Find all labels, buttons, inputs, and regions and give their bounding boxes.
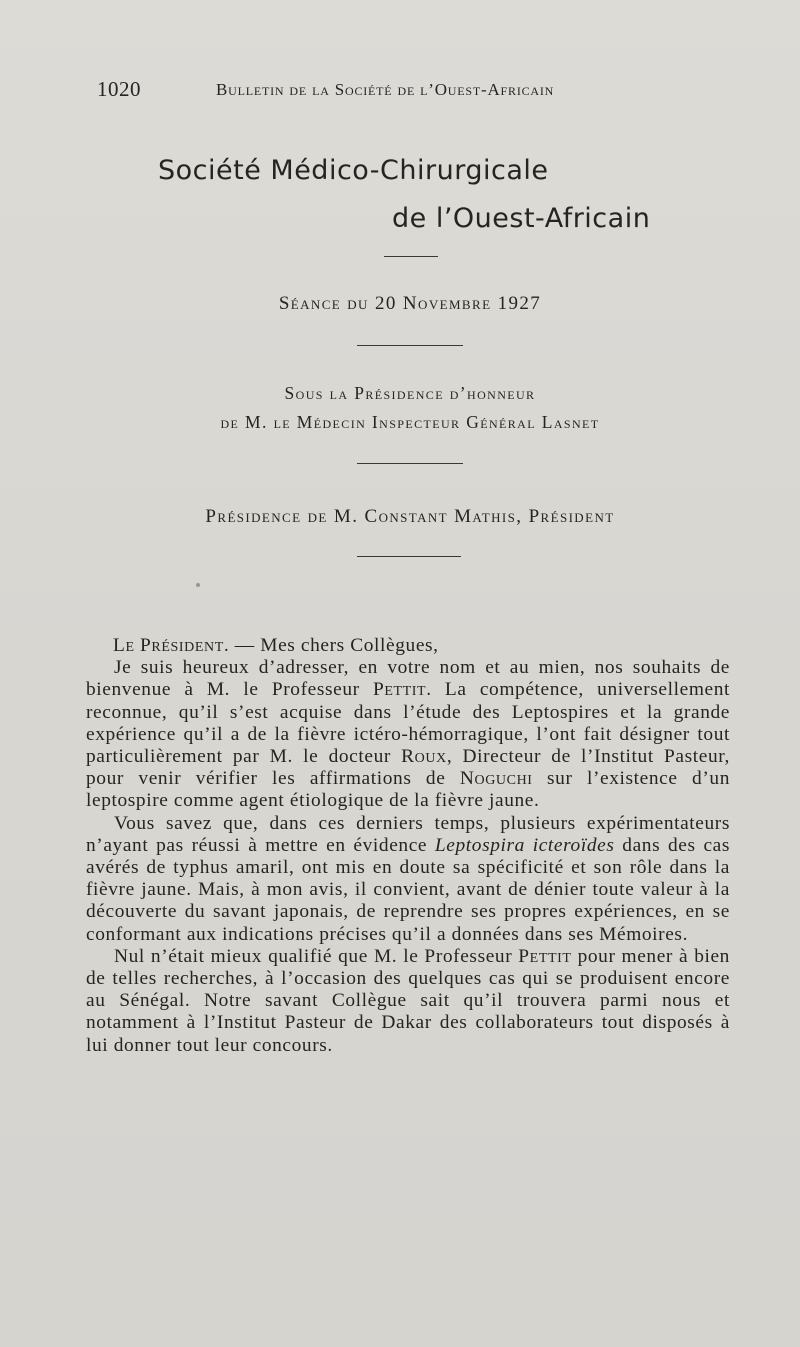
name-pettit: Pettit (518, 945, 572, 967)
paragraph-3-text-b: pour mener à bien de telles recherches, à l’occasion des quelques cas qui se produisent encore au Sénégal. Notre savant Collègue sait qu’il trouvera parmi nous et notamment à l’Institut Pasteur de Dakar des collaborateurs tout disposés à lui donner tout leur concours. (86, 945, 730, 1056)
divider-rule (357, 556, 461, 557)
paragraph-1-text-d: sur l’existence d’un leptospire comme agent étiologique de la fièvre jaune. (86, 768, 730, 812)
page-number: 1020 (97, 77, 141, 101)
paragraph-greeting (86, 635, 730, 657)
honorary-presidency-line2: de M. le Médecin Inspecteur Général Lasnet (220, 412, 600, 432)
species-name: Leptospira icteroïdes (434, 834, 615, 856)
divider-rule (357, 345, 463, 346)
paragraph-3 (86, 946, 730, 1057)
body-text (86, 635, 730, 1057)
divider-rule (384, 256, 438, 257)
paragraph-2 (86, 813, 730, 946)
paragraph-1-text-c: , Directeur de l’Institut Pasteur, pour venir vérifier les affirmations de (86, 746, 730, 790)
running-head (97, 77, 717, 107)
paragraph-1-text-b: . La compétence, universellement reconnue, qu’il s’est acquise dans l’étude des Leptospires et la grande expérience qu’il a de la fièvre ictéro-hémorragique, l’ont fait désigner tout particulièrement par M. le docteur (86, 679, 730, 768)
paragraph-1 (86, 657, 730, 812)
print-speck (196, 583, 200, 587)
session-date: Séance du 20 Novembre 1927 (278, 293, 542, 314)
divider-rule (357, 463, 463, 464)
paragraph-3-text-a: Nul n’était mieux qualifié que M. le Professeur (114, 945, 519, 967)
journal-title: Bulletin de la Société de l’Ouest-Africain (216, 80, 555, 99)
society-title-line2: de l’Ouest-Africain (392, 203, 651, 234)
paragraph-1-text-a: Je suis heureux d’adresser, en votre nom et au mien, nos souhaits de bienvenue à M. le Professeur (86, 657, 730, 701)
honorary-presidency-line1: Sous la Présidence d’honneur (284, 383, 536, 403)
speaker-label: Le Président. (113, 635, 230, 656)
paragraph-2-text-a: Vous savez que, dans ces derniers temps, plusieurs expérimentateurs n’ayant pas réussi à mettre en évidence (86, 812, 730, 856)
society-title-line1: Société Médico-Chirurgicale (158, 155, 549, 186)
paragraph-2-text-b: dans des cas avérés de typhus amaril, ont mis en doute sa spécificité et son rôle dans la fièvre jaune. Mais, à mon avis, il convient, avant de dénier toute valeur à la découverte du savant japonais, de reprendre ses propres expériences, en se conformant aux indications précises qu’il a données dans ses Mémoires. (86, 834, 731, 945)
name-noguchi: Noguchi (459, 768, 533, 790)
presidency-line: Présidence de M. Constant Mathis, Président (205, 506, 615, 527)
greeting-text: — Mes chers Collègues, (229, 635, 439, 656)
name-roux: Roux (401, 746, 447, 768)
name-pettit: Pettit (372, 679, 427, 701)
